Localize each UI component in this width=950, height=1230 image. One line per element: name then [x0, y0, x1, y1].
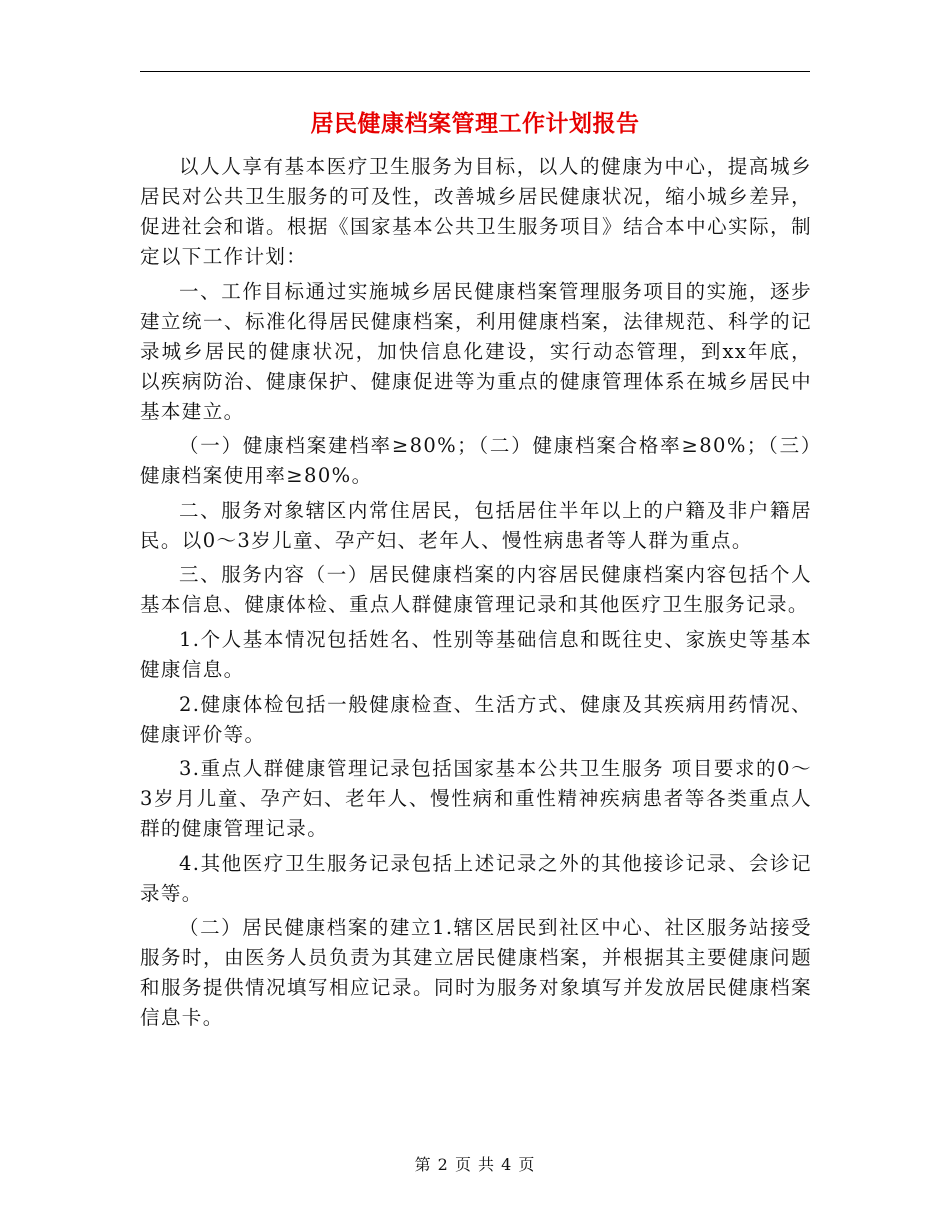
header-rule — [140, 71, 810, 72]
paragraph-establish: （二）居民健康档案的建立1.辖区居民到社区中心、社区服务站接受服务时，由医务人员负责为其建立居民健康档案，并根据其主要健康问题和服务提供情况填写相应记录。同时为服务对象填写并发放居民健康档案信息卡。 — [140, 916, 812, 1030]
document-title: 居民健康档案管理工作计划报告 — [310, 110, 640, 137]
paragraph-item-2: 2.健康体检包括一般健康检查、生活方式、健康及其疾病用药情况、健康评价等。 — [140, 692, 812, 746]
paragraph-item-1: 1.个人基本情况包括姓名、性别等基础信息和既往史、家族史等基本健康信息。 — [140, 627, 812, 681]
paragraph-service-content: 三、服务内容（一）居民健康档案的内容居民健康档案内容包括个人基本信息、健康体检、重点人群健康管理记录和其他医疗卫生服务记录。 — [140, 563, 812, 617]
paragraph-item-3: 3.重点人群健康管理记录包括国家基本公共卫生服务 项目要求的0～3岁月儿童、孕产妇、老年人、慢性病和重性精神疾病患者等各类重点人群的健康管理记录。 — [140, 757, 812, 841]
paragraph-item-4: 4.其他医疗卫生服务记录包括上述记录之外的其他接诊记录、会诊记录等。 — [140, 851, 812, 905]
paragraph-targets: （一）健康档案建档率≥80%；（二）健康档案合格率≥80%；（三）健康档案使用率≥80%。 — [140, 434, 812, 488]
document-body — [140, 152, 812, 1038]
paragraph-intro: 以人人享有基本医疗卫生服务为目标，以人的健康为中心，提高城乡居民对公共卫生服务的可及性，改善城乡居民健康状况，缩小城乡差异，促进社会和谐。根据《国家基本公共卫生服务项目》结合本中心实际，制定以下工作计划： — [140, 155, 812, 268]
paragraph-service-target: 二、服务对象辖区内常住居民，包括居住半年以上的户籍及非户籍居民。以0～3岁儿童、孕产妇、老年人、慢性病患者等人群为重点。 — [140, 498, 812, 552]
page-number-footer: 第 2 页 共 4 页 — [414, 1155, 536, 1174]
paragraph-work-goal: 一、工作目标通过实施城乡居民健康档案管理服务项目的实施，逐步建立统一、标准化得居民健康档案，利用健康档案，法律规范、科学的记录城乡居民的健康状况，加快信息化建设，实行动态管理，到xx年底，以疾病防治、健康保护、健康促进等为重点的健康管理体系在城乡居民中基本建立。 — [140, 279, 812, 423]
